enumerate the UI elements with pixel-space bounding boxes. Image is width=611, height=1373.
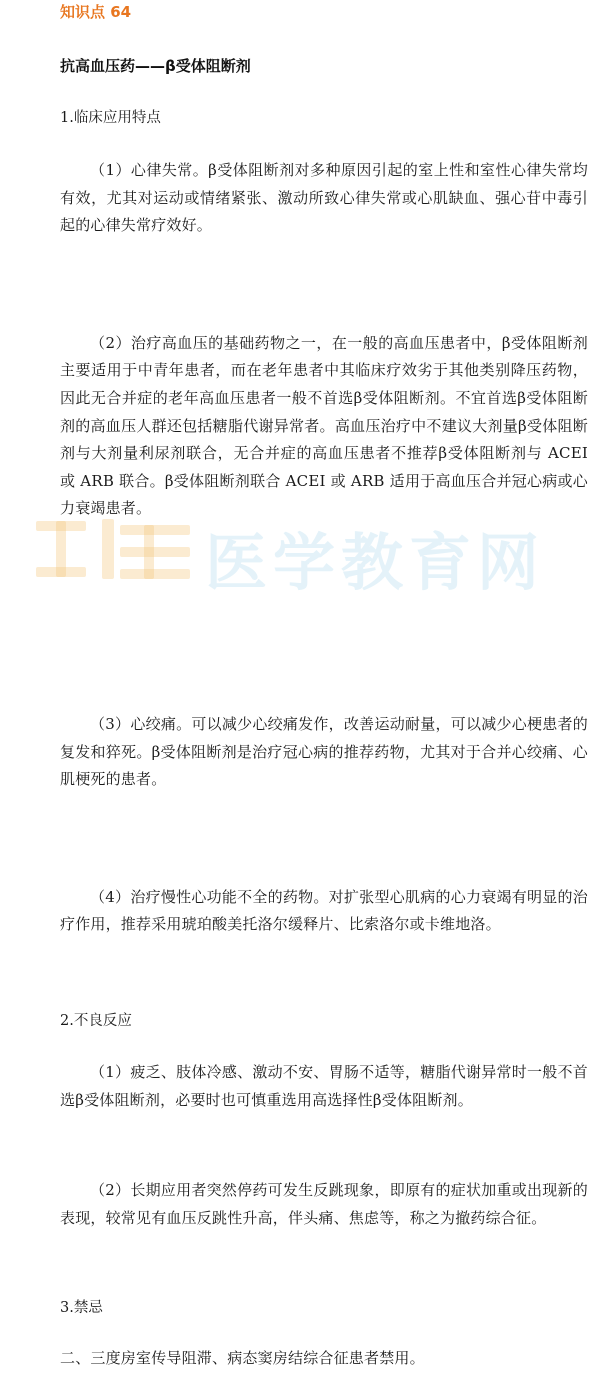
paragraph-hypertension: （2）治疗高血压的基础药物之一，在一般的高血压患者中，β受体阻断剂主要适用于中青年患者，而在老年患者中其临床疗效劣于其他类别降压药物，因此无合并症的老年高血压患者一般不首选β受体阻断剂。不宜首选β受体阻断剂的高血压人群还包括糖脂代谢异常者。高血压治疗中不建议大剂量β受体阻断剂与大剂量利尿剂联合，无合并症的高血压患者不推荐β受体阻断剂与 ACEI 或 ARB 联合。β受体阻断剂联合 ACEI 或 ARB 适用于高血压合并冠心病或心力衰竭患者。 <box>60 333 588 518</box>
paragraph-angina: （3）心绞痛。可以减少心绞痛发作，改善运动耐量，可以减少心梗患者的复发和猝死。β受体阻断剂是治疗冠心病的推荐药物，尤其对于合并心绞痛、心肌梗死的患者。 <box>60 714 588 789</box>
paragraph-heart-failure: （4）治疗慢性心功能不全的药物。对扩张型心肌病的心力衰竭有明显的治疗作用，推荐采用琥珀酸美托洛尔缓释片、比索洛尔或卡维地洛。 <box>60 887 588 934</box>
watermark-text: 医学教育网 <box>205 526 546 595</box>
knowledge-point-label: 知识点 64 <box>60 3 132 21</box>
section-heading-clinical-use: 1.临床应用特点 <box>60 110 161 126</box>
section-heading-adverse-reactions: 2.不良反应 <box>60 1012 132 1029</box>
paragraph-adverse-2: （2）长期应用者突然停药可发生反跳现象，即原有的症状加重或出现新的表现，较常见有血压反跳性升高，伴头痛、焦虑等，称之为撤药综合征。 <box>60 1181 588 1227</box>
page-title: 抗高血压药——β受体阻断剂 <box>60 57 251 75</box>
paragraph-contraindications: 二、三度房室传导阻滞、病态窦房结综合征患者禁用。 <box>60 1349 425 1368</box>
paragraph-adverse-1: （1）疲乏、肢体冷感、激动不安、胃肠不适等，糖脂代谢异常时一般不首选β受体阻断剂，必要时也可慎重选用高选择性β受体阻断剂。 <box>60 1062 588 1109</box>
paragraph-arrhythmia: （1）心律失常。β受体阻断剂对多种原因引起的室上性和室性心律失常均有效，尤其对运动或情绪紧张、激动所致心律失常或心肌缺血、强心苷中毒引起的心律失常疗效好。 <box>60 161 588 235</box>
section-heading-contraindications: 3.禁忌 <box>60 1300 103 1317</box>
